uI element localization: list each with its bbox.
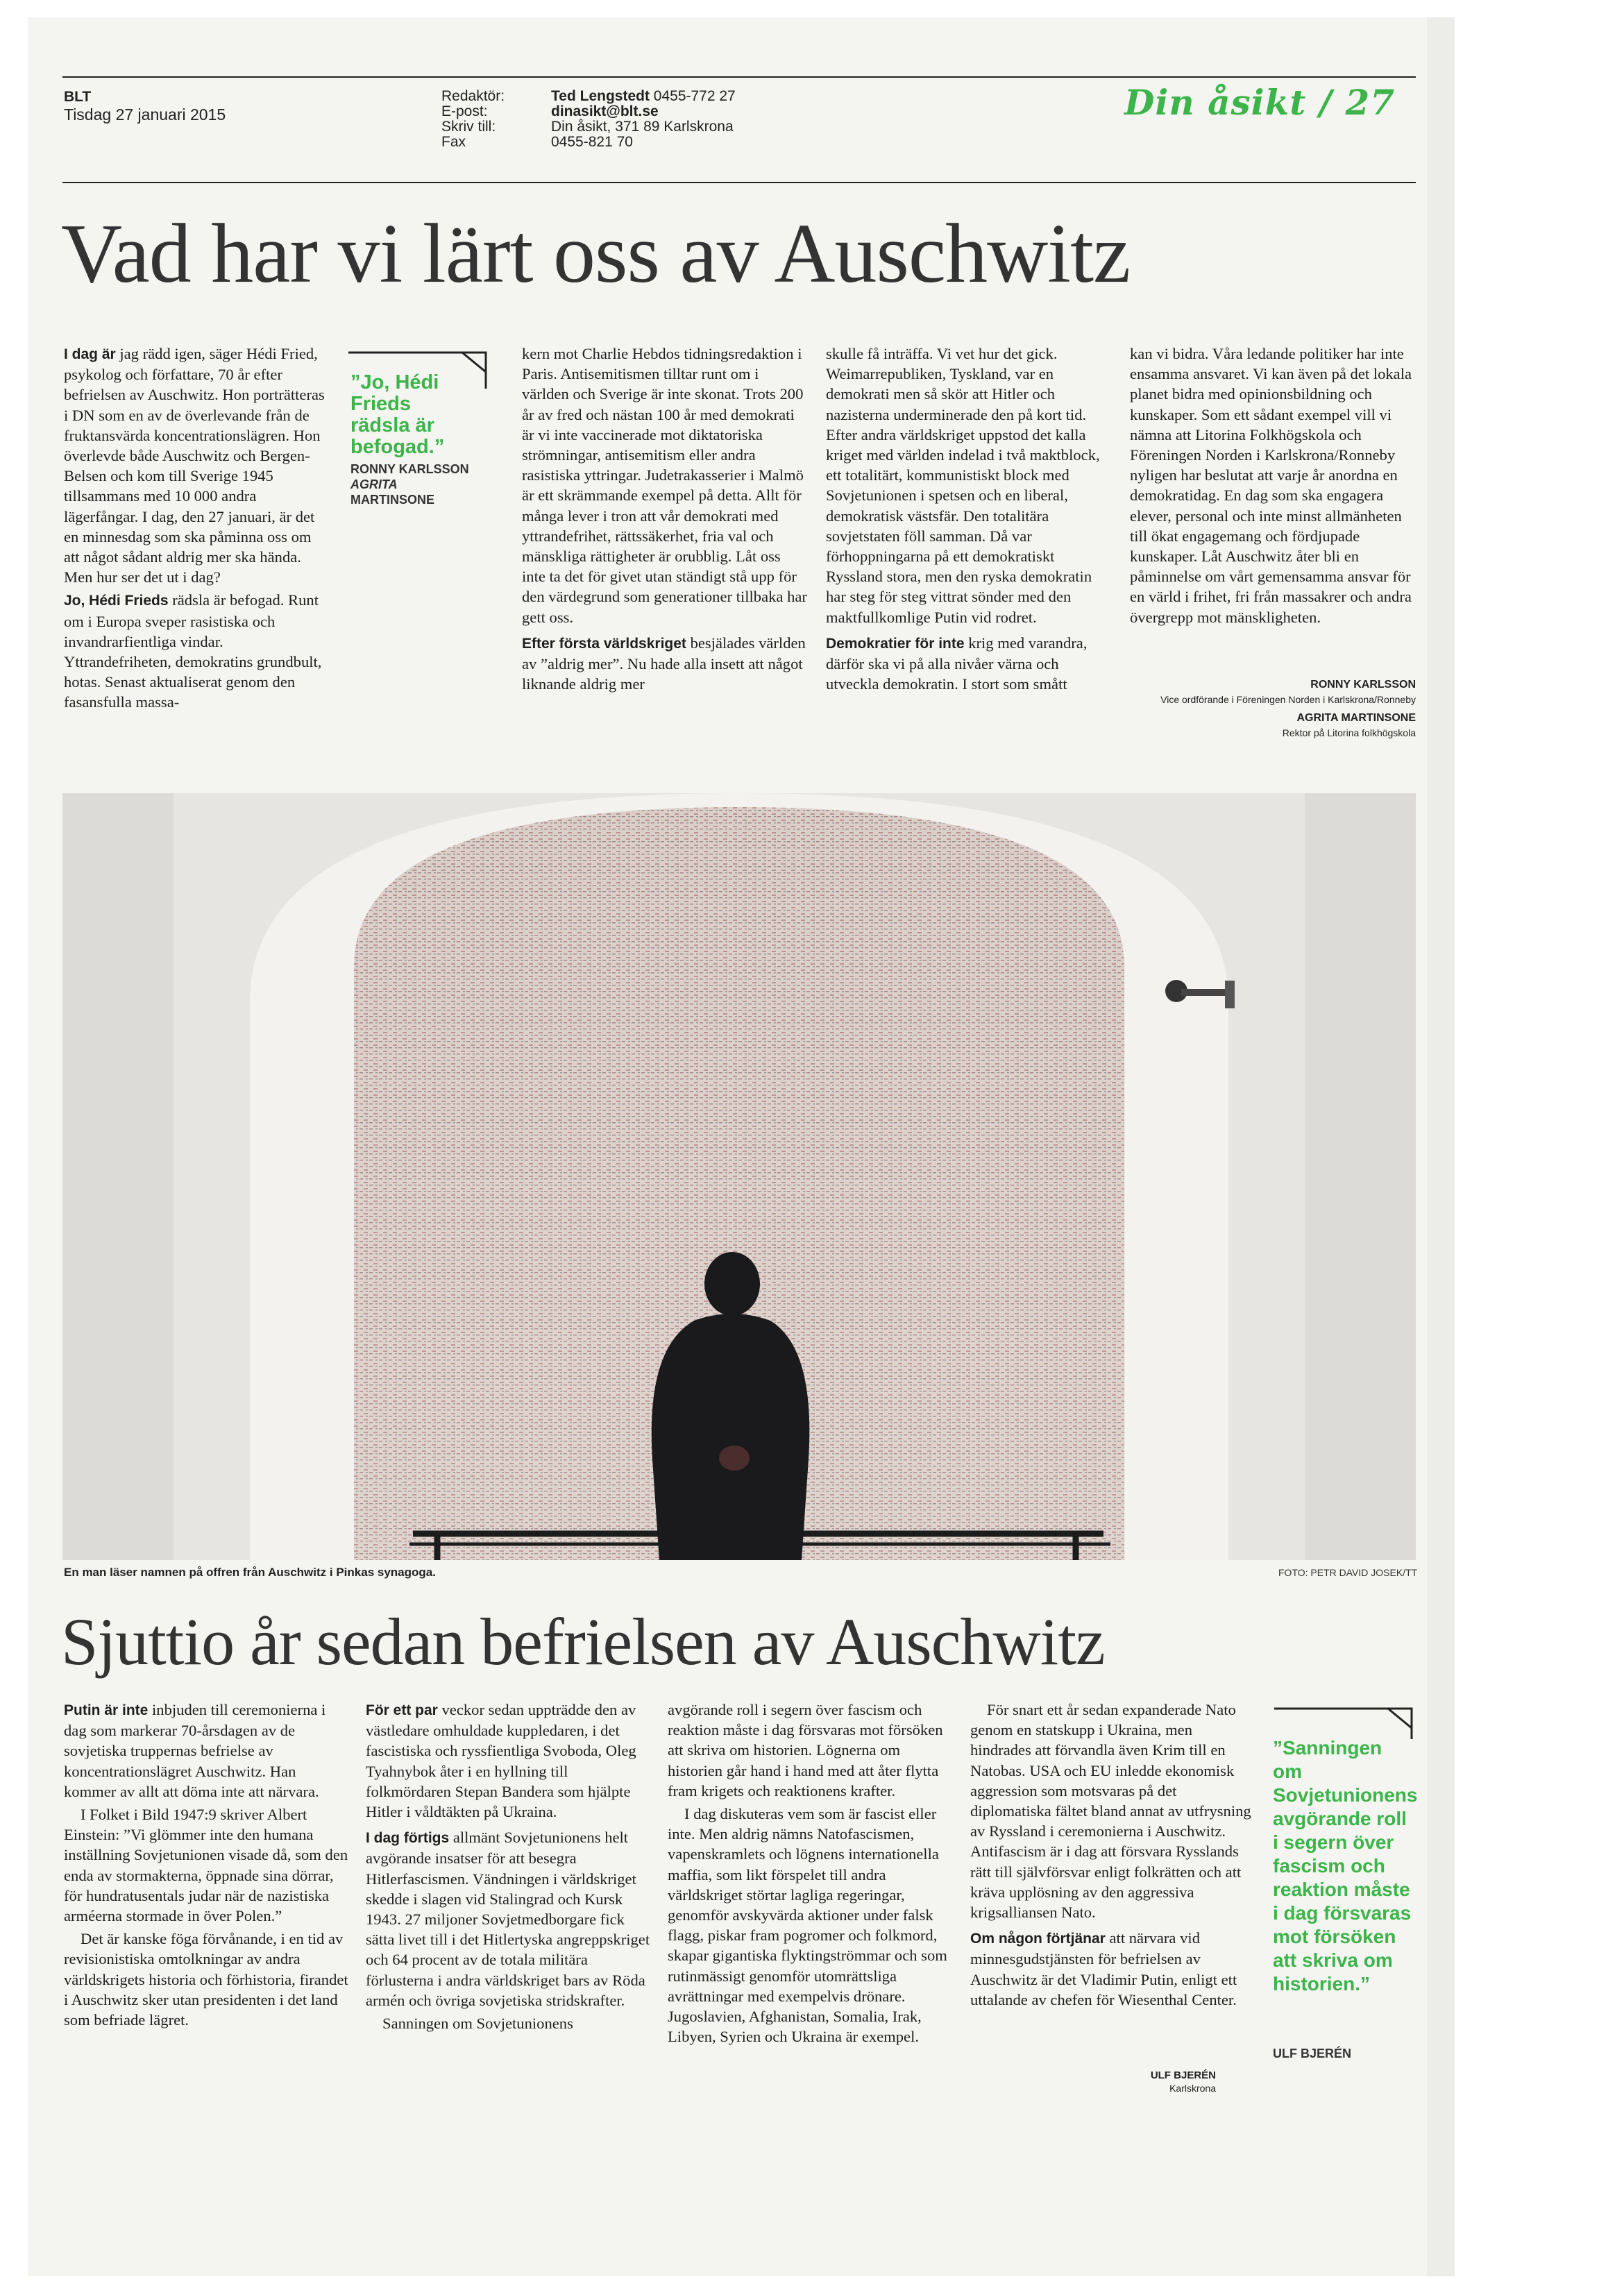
- top-rule: [62, 76, 1416, 78]
- paragraph: Om någon förtjänar att närvara vid minnesgudstjänsten för befrielsen av Auschwitz är det Vladimir Putin, enligt ett uttalande av chefen för Wiesenthal Center.: [970, 1929, 1237, 2008]
- article1-headline: Vad har vi lärt oss av Auschwitz: [61, 207, 1131, 300]
- editor-name: Ted Lengstedt: [551, 88, 650, 104]
- section-title: Din åsikt / 27: [1124, 82, 1396, 123]
- article1-byline: RONNY KARLSSON AGRITA MARTINSONE: [350, 462, 469, 507]
- article1-pullquote: ”Jo, Hédi Frieds rädsla är befogad.”: [350, 371, 445, 458]
- paragraph: Efter första världskriget besjälades världen av ”aldrig mer”. Nu hade alla insett att något liknande aldrig mer: [522, 634, 806, 693]
- article2-col2: [366, 1700, 650, 2036]
- paragraph: Putin är inte inbjuden till ceremonierna i dag som markerar 70-årsdagen av de sovjetiska truppernas befrielse av koncentrationslägret Auschwitz. Han kommer av allt att döma inte att närvara.: [64, 1701, 326, 1800]
- article2-signature: ULF BJERÉN Karlskrona: [1150, 2069, 1216, 2094]
- paragraph: Demokratier för inte krig med varandra, därför ska vi på alla nivåer värna och utveckla demokratin. I stort som smått: [826, 634, 1088, 693]
- paragraph: Sanningen om Sovjetunionens: [382, 2015, 573, 2033]
- issue-date: Tisdag 27 januari 2015: [64, 105, 226, 124]
- article2-col3: [668, 1700, 952, 2049]
- article1-col5: [1130, 344, 1416, 630]
- paragraph: I dag är jag rädd igen, säger Hédi Fried, psykolog och författare, 70 år efter befrielsen av Auschwitz. Hon porträtteras i DN som en av de överlevande från de fruktansvärda koncentrationslägren. Hon överlevde både Auschwitz och Bergen-Belsen och kom till Sverige 1945 tillsammans med 10 000 andra lägerfångar. I dag, den 27 januari, är det en minnesdag som ska påminna oss om att något sådant aldrig mer ska hända. Men hur ser det ut i dag?: [64, 345, 325, 586]
- adjacent-page-edge: [1427, 17, 1455, 2276]
- paper-name: BLT: [64, 89, 92, 105]
- label-email: E-post:: [441, 103, 488, 119]
- paragraph: Det är kanske föga förvånande, i en tid av revisionistiska omtolkningar av andra världskrigets historia och förhistoria, firandet i Auschwitz sker utan presidenten i det land som befriade lägret.: [64, 1930, 348, 2029]
- article1-col1: [64, 344, 329, 715]
- paragraph: I dag diskuteras vem som är fascist eller inte. Men aldrig nämns Natofascismen, vapenskramlets och lögnens internationella maffia, som likt förspelet till andra världskriget störtar lagliga regeringar, genomför avskyvärda aktioner under falsk flagg, piskar fram pogromer och folkmord, skapar gigantiska flyktingströmmar och som rutinmässigt genomför utomrättsliga avrättningar med exempelvis drönare. Jugoslavien, Afghanistan, Somalia, Irak, Libyen, Syrien och Ukraina är exempel.: [668, 1805, 947, 2046]
- paragraph: För ett par veckor sedan uppträdde den av västledare omhuldade kuppledaren, i det fascistiska och ryssfientliga Svoboda, Oleg Tyahnybok åter i en hyllning till folkmördaren Stepan Bandera som hjälpte Hitler i våldtäkten på Ukraina.: [366, 1701, 636, 1821]
- article1-col4: [826, 344, 1112, 697]
- masthead-values: [551, 89, 736, 150]
- quote-bracket-icon: [1273, 1707, 1416, 1741]
- article2-col4: [970, 1700, 1255, 2013]
- paragraph: kern mot Charlie Hebdos tidningsredaktion i Paris. Antisemitismen tilltar runt om i världen och Sverige är inte skonat. Trots 200 år av fred och nästan 100 år med demokrati är vi inte vaccinerade mot diktatoriska strömningar, antisemitism eller andra rasistiska yttringar. Judetrakasserier i Malmö är ett skrämmande exempel på detta. Allt för många lever i tron att vår demokrati med yttrandefrihet, rättssäkerhet, fria val och mänskliga rättigheter är orubblig. Låt oss inte ta det för givet utan ständigt stå upp för den värdegrund som generationer tillbaka har gett oss.: [522, 345, 807, 626]
- photo-caption: En man läser namnen på offren från Auschwitz i Pinkas synagoga.: [64, 1566, 436, 1579]
- photo-credit: FOTO: PETR DAVID JOSEK/TT: [1278, 1567, 1418, 1578]
- article2-col1: [64, 1700, 348, 2033]
- postal-address: Din åsikt, 371 89 Karlskrona: [551, 119, 734, 135]
- article2-byline: ULF BJERÉN: [1273, 2047, 1352, 2060]
- email-address[interactable]: dinasikt@blt.se: [551, 103, 659, 119]
- paragraph: kan vi bidra. Våra ledande politiker har inte ensamma ansvaret. Vi kan även på det lokala planet bidra med opinionsbildning och kunskaper. Som ett sådant exempel vill vi nämna att Litorina Folkhögskola och Föreningen Norden i Karlskrona/Ronneby nyligen har beslutat att varje år anordna en demokratidag. En dag som ska engagera elever, personal och inte minst allmänheten till ökat engagemang och fördjupade kunskaper. Låt Auschwitz åter bli en påminnelse om vårt gemensamma ansvar för en värld i frihet, fri från massakrer och andra övergrepp mot mänskligheten.: [1130, 345, 1412, 626]
- paragraph: För snart ett år sedan expanderade Nato genom en statskupp i Ukraina, men hindrades att förvandla även Krim till en Natobas. USA och EU inledde ekonomisk aggression som motsvaras på det diplomatiska fältet bland annat av utfrysning av Ryssland i ceremonierna i Auschwitz. Antifascism är i dag att försvara Rysslands rätt till självförsvar enligt folkrätten och att kräva upplösning av den aggressiva krigsalliansen Nato.: [970, 1701, 1251, 1922]
- article2-pullquote: ”Sanningen om Sovjetunionens avgörande roll i segern över fascism och reaktion måste i dag försvaras mot försöken att skriva om historien.”: [1273, 1737, 1418, 1995]
- paragraph: avgörande roll i segern över fascism och reaktion måste i dag försvaras mot försöken att skriva om historien. Lögnerna om historien går hand i hand med att åter flytta fram krigets och reaktionens krafter.: [668, 1701, 943, 1799]
- article2-headline: Sjuttio år sedan befrielsen av Auschwitz: [61, 1604, 1105, 1679]
- article1-signature: RONNY KARLSSON Vice ordförande i Föreningen Norden i Karlskrona/Ronneby AGRITA MARTINSONE Rektor på Litorina folkhögskola: [1160, 679, 1416, 738]
- photo-image: [62, 793, 1416, 1560]
- paragraph: skulle få inträffa. Vi vet hur det gick. Weimarrepubliken, Tyskland, var en demokrati men så skör att Hitler och nazisterna underminerade den på kort tid. Efter andra världskriget uppstod det kalla kriget med världen indelad i två maktblock, ett totalitärt, kommunistiskt block med Sovjetunionen i spetsen och en liberal, demokratisk västsfär. Den totalitära sovjetstaten föll samman. Då var förhoppningarna på ett demokratiskt Ryssland stora, men den ryska demokratin har steg för steg vittrat sönder med den maktfullkomlige Putin vid rodret.: [826, 345, 1100, 626]
- label-fax: Fax: [441, 134, 466, 150]
- label-write-to: Skriv till:: [441, 119, 496, 135]
- paragraph: I Folket i Bild 1947:9 skriver Albert Einstein: ”Vi glömmer inte den humana inställning Sovjetunionen visade då, som den enda av stormakterna, öppnade sina dörrar, för hundratusentals judar när de nazistiska arméerna stormade in över Polen.”: [64, 1806, 348, 1925]
- fax-number: 0455-821 70: [551, 134, 633, 150]
- label-editor: Redaktör:: [441, 88, 505, 104]
- editor-phone: 0455-772 27: [653, 88, 736, 104]
- photo-pinkas-synagogue: [62, 793, 1416, 1560]
- paragraph: Jo, Hédi Frieds rädsla är befogad. Runt om i Europa sveper rasistiska och invandrarfientliga vindar. Yttrandefriheten, demokratins grundbult, hotas. Senast aktualiserat genom den fasansfulla massa-: [64, 591, 322, 711]
- masthead-labels: [441, 89, 505, 150]
- paragraph: I dag förtigs allmänt Sovjetunionens helt avgörande insatser för att besegra Hitlerfascismen. Vändningen i världskriget skedde i slagen vid Stalingrad och Kursk 1943. 27 miljoner Sovjetmedborgare fick sätta livet till i det Hitlertyska angreppskriget och 64 procent av de totala militära förlusterna i andra världskriget bars av Röda armén och övriga sovjetiska stridskrafter.: [366, 1829, 650, 2009]
- article1-col3: [522, 344, 808, 697]
- masthead-bottom-rule: [62, 182, 1416, 183]
